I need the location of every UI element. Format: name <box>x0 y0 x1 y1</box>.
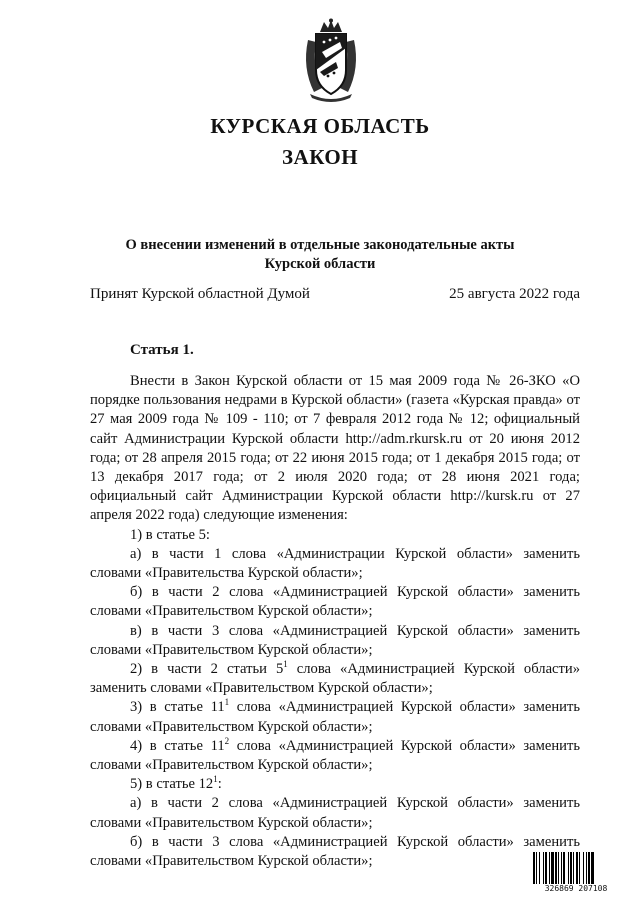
law-subject <box>0 236 640 274</box>
item-4: 4) в статье $11^2$ слова «Администрацией Курской области» заменить словами «Правительством Курской области»; <box>90 736 580 774</box>
item-2: 2) в части 2 статьи $5^1$ слова «Администрацией Курской области» заменить словами «Правительством Курской области»; <box>90 659 581 697</box>
adopted-date: 25 августа 2022 года <box>449 286 580 302</box>
law-subject-line-1: О внесении изменений в отдельные законодательные акты <box>125 237 515 253</box>
barcode-number: 326869 207108 <box>532 884 620 894</box>
adoption-line <box>90 286 580 303</box>
item-5a: а) в части 2 слова «Администрацией Курской области» заменить словами «Правительством Курской области»; <box>90 795 580 831</box>
document-type-title: ЗАКОН <box>281 145 359 169</box>
item-1c: в) в части 3 слова «Администрацией Курской области» заменить словами «Правительством Курской области»; <box>90 622 580 658</box>
region-title: КУРСКАЯ ОБЛАСТЬ <box>210 114 430 138</box>
item-1a: а) в части 1 слова «Администрации Курской области» заменить словами «Правительства Курской области»; <box>90 545 580 582</box>
item-1b: б) в части 2 слова «Администрацией Курской области» заменить словами «Правительством Курской области»; <box>90 584 580 620</box>
article-heading: Статья 1. <box>130 342 194 358</box>
law-subject-line-2: Курской области <box>264 256 376 272</box>
article-body <box>90 372 580 871</box>
item-1: 1) в статье 5: <box>130 526 210 543</box>
item-3: 3) в статье $11^1$ слова «Администрацией Курской области» заменить словами «Правительством Курской области»; <box>90 697 580 735</box>
item-5b: б) в части 3 слова «Администрацией Курской области» заменить словами «Правительством Курской области»; <box>90 833 580 870</box>
adopted-by: Принят Курской областной Думой <box>90 286 310 302</box>
coat-of-arms-icon <box>300 18 362 102</box>
article-intro: Внести в Закон Курской области от 15 мая 2009 года № 26-ЗКО «О порядке пользования недрами в Курской области» (газета «Курская правда» от 27 мая 2009 года № 109 - 110; от 7 февраля 2012 года № 12; официальный сайт Администрации Курской области http://adm.rkursk.ru от 20 июня 2012 года; от 28 апреля 2015 года; от 22 июня 2015 года; от 1 декабря 2015 года; от 13 декабря 2017 года; от 2 июля 2020 года; от 28 июня 2021 года; официальный сайт Администрации Курской области http://kursk.ru от 27 апреля 2022 года) следующие изменения: <box>90 373 580 524</box>
item-5: 5) в статье $12^1$: <box>130 774 222 793</box>
